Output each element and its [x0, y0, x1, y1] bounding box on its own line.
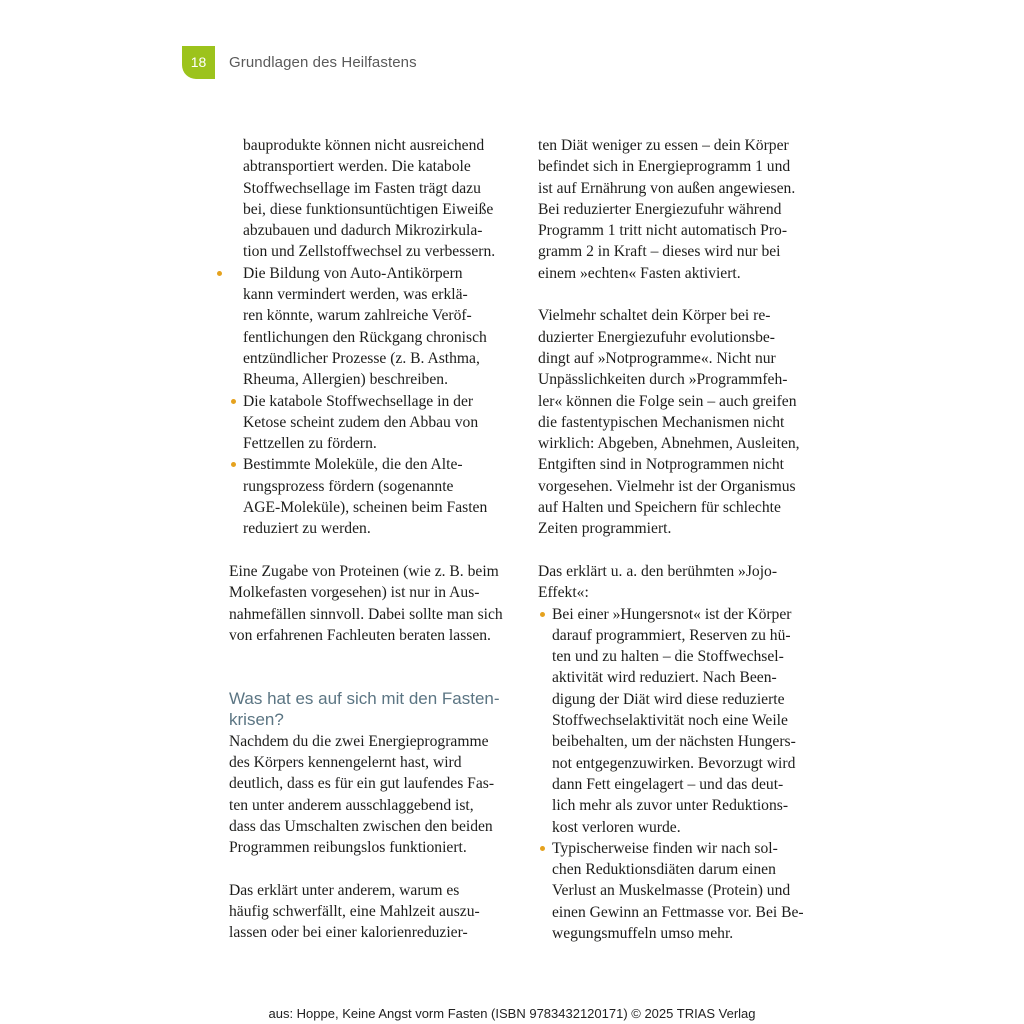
- text-line: aktivität wird reduziert. Nach Been-: [552, 669, 777, 687]
- text-line: dann Fett eingelagert – und das deut-: [552, 775, 784, 793]
- bullet-item: [229, 391, 515, 455]
- text-line: Bei reduzierter Energiezufuhr während: [538, 200, 782, 218]
- text-line: einem »echten« Fasten aktiviert.: [538, 264, 741, 282]
- text-line: tion und Zellstoffwechsel zu verbessern.: [243, 243, 496, 261]
- text-line: bei, diese funktionsuntüchtigen Eiweiße: [243, 200, 494, 218]
- text-line: Eine Zugabe von Proteinen (wie z. B. beim: [229, 562, 499, 580]
- right-column: [538, 135, 824, 944]
- page-number-badge: 18: [182, 46, 215, 79]
- text-line: ten und zu halten – die Stoffwechsel-: [552, 648, 784, 666]
- text-line: Entgiften sind in Notprogrammen nicht: [538, 456, 784, 474]
- paragraph: [229, 731, 515, 859]
- text-line: lich mehr als zuvor unter Reduktions-: [552, 797, 789, 815]
- text-line: häufig schwerfällt, eine Mahlzeit auszu-: [229, 903, 480, 921]
- text-line: ten Diät weniger zu essen – dein Körper: [538, 137, 789, 154]
- text-line: ren könnte, warum zahlreiche Veröf-: [243, 307, 472, 325]
- text-line: kost verloren wurde.: [552, 818, 681, 836]
- text-line: Programm 1 tritt nicht automatisch Pro-: [538, 222, 788, 240]
- text-line: duzierter Energiezufuhr evolutionsbe-: [538, 328, 775, 346]
- text-line: Rheuma, Allergien) beschreiben.: [243, 371, 448, 389]
- running-title: Grundlagen des Heilfastens: [229, 54, 417, 71]
- text-line: nahmefällen sinnvoll. Dabei sollte man sich: [229, 605, 503, 623]
- source-footer: aus: Hoppe, Keine Angst vorm Fasten (ISBN 9783432120171) © 2025 TRIAS Verlag: [268, 1006, 756, 1021]
- text-line: die fastentypischen Mechanismen nicht: [538, 413, 785, 431]
- text-line: Typischerweise finden wir nach sol-: [552, 839, 778, 857]
- bullet-dot-icon: [217, 271, 222, 276]
- text-line: not entgegenzuwirken. Bevorzugt wird: [552, 754, 796, 772]
- text-line: Bei einer »Hungersnot« ist der Körper: [552, 605, 792, 623]
- text-line: AGE-Moleküle), scheinen beim Fasten: [243, 499, 488, 517]
- text-line: Ketose scheint zudem den Abbau von: [243, 413, 479, 431]
- text-line: bauprodukte können nicht ausreichend: [243, 137, 485, 154]
- section-heading: [229, 688, 515, 731]
- paragraph: [229, 880, 515, 944]
- text-line: Bestimmte Moleküle, die den Alte-: [243, 456, 463, 474]
- text-line: wegungsmuffeln umso mehr.: [552, 924, 734, 942]
- text-line: ist auf Ernährung von außen angewiesen.: [538, 179, 796, 197]
- text-line: Zeiten programmiert.: [538, 520, 672, 538]
- text-line: abtransportiert werden. Die katabole: [243, 158, 471, 176]
- bullet-dot-icon: [231, 399, 236, 404]
- text-line: auf Halten und Speichern für schlechte: [538, 499, 781, 517]
- paragraph: [538, 561, 824, 604]
- text-line: Verlust an Muskelmasse (Protein) und: [552, 882, 791, 900]
- text-line: reduziert zu werden.: [243, 520, 371, 538]
- text-line: chen Reduktionsdiäten darum einen: [552, 861, 776, 879]
- text-line: von erfahrenen Fachleuten beraten lassen.: [229, 626, 491, 644]
- text-line: Das erklärt unter anderem, warum es: [229, 881, 460, 899]
- text-line: Die Bildung von Auto-Antikörpern: [243, 264, 463, 282]
- bullet-dot-icon: [540, 846, 545, 851]
- continued-bullet-text: [229, 135, 515, 263]
- text-line: Programmen reibungslos funktioniert.: [229, 839, 467, 857]
- text-line: abzubauen und dadurch Mikrozirkula-: [243, 222, 483, 240]
- text-line: Molkefasten vorgesehen) ist nur in Aus-: [229, 584, 480, 602]
- text-line: Effekt«:: [538, 584, 589, 602]
- text-line: Das erklärt u. a. den berühmten »Jojo-: [538, 562, 778, 580]
- text-line: Stoffwechsellage im Fasten trägt dazu: [243, 179, 481, 197]
- text-line: rungsprozess fördern (sogenannte: [243, 477, 454, 495]
- text-line: entzündlicher Prozesse (z. B. Asthma,: [243, 349, 480, 367]
- text-line: Fettzellen zu fördern.: [243, 435, 377, 453]
- bullet-dot-icon: [231, 462, 236, 467]
- text-line: dass das Umschalten zwischen den beiden: [229, 817, 493, 835]
- text-line: beibehalten, um der nächsten Hungers-: [552, 733, 796, 751]
- text-line: wirklich: Abgeben, Abnehmen, Ausleiten,: [538, 435, 800, 453]
- bullet-item: [538, 604, 824, 838]
- text-line: Unpässlichkeiten durch »Programmfeh-: [538, 371, 788, 389]
- text-line: ler« können die Folge sein – auch greifen: [538, 392, 797, 410]
- text-line: befindet sich in Energieprogramm 1 und: [538, 158, 791, 176]
- bullet-item: [229, 263, 515, 391]
- text-line: dingt auf »Notprogramme«. Nicht nur: [538, 349, 776, 367]
- text-line: lassen oder bei einer kalorienreduzier-: [229, 924, 468, 942]
- text-line: gramm 2 in Kraft – dieses wird nur bei: [538, 243, 781, 261]
- paragraph: [229, 561, 515, 646]
- text-line: ten unter anderem ausschlaggebend ist,: [229, 796, 474, 814]
- paragraph: [538, 305, 824, 539]
- paragraph: [538, 135, 824, 284]
- text-line: Vielmehr schaltet dein Körper bei re-: [538, 307, 771, 325]
- text-line: einen Gewinn an Fettmasse vor. Bei Be-: [552, 903, 804, 921]
- text-line: darauf programmiert, Reserven zu hü-: [552, 626, 791, 644]
- text-line: kann vermindert werden, was erklä-: [243, 286, 468, 304]
- bullet-item: [229, 454, 515, 539]
- text-line: Nachdem du die zwei Energieprogramme: [229, 732, 489, 750]
- text-line: digung der Diät wird diese reduzierte: [552, 690, 785, 708]
- text-line: fentlichungen den Rückgang chronisch: [243, 328, 487, 346]
- text-line: Die katabole Stoffwechsellage in der: [243, 392, 474, 410]
- text-line: Stoffwechselaktivität noch eine Weile: [552, 712, 788, 730]
- bullet-item: [538, 838, 824, 944]
- bullet-dot-icon: [540, 612, 545, 617]
- text-line: vorgesehen. Vielmehr ist der Organismus: [538, 477, 796, 495]
- text-line: deutlich, dass es für ein gut laufendes Fas-: [229, 775, 495, 793]
- left-column: [229, 135, 515, 944]
- heading-line: krisen?: [229, 710, 284, 730]
- text-line: des Körpers kennengelernt hast, wird: [229, 754, 462, 772]
- heading-line: Was hat es auf sich mit den Fasten-: [229, 689, 500, 709]
